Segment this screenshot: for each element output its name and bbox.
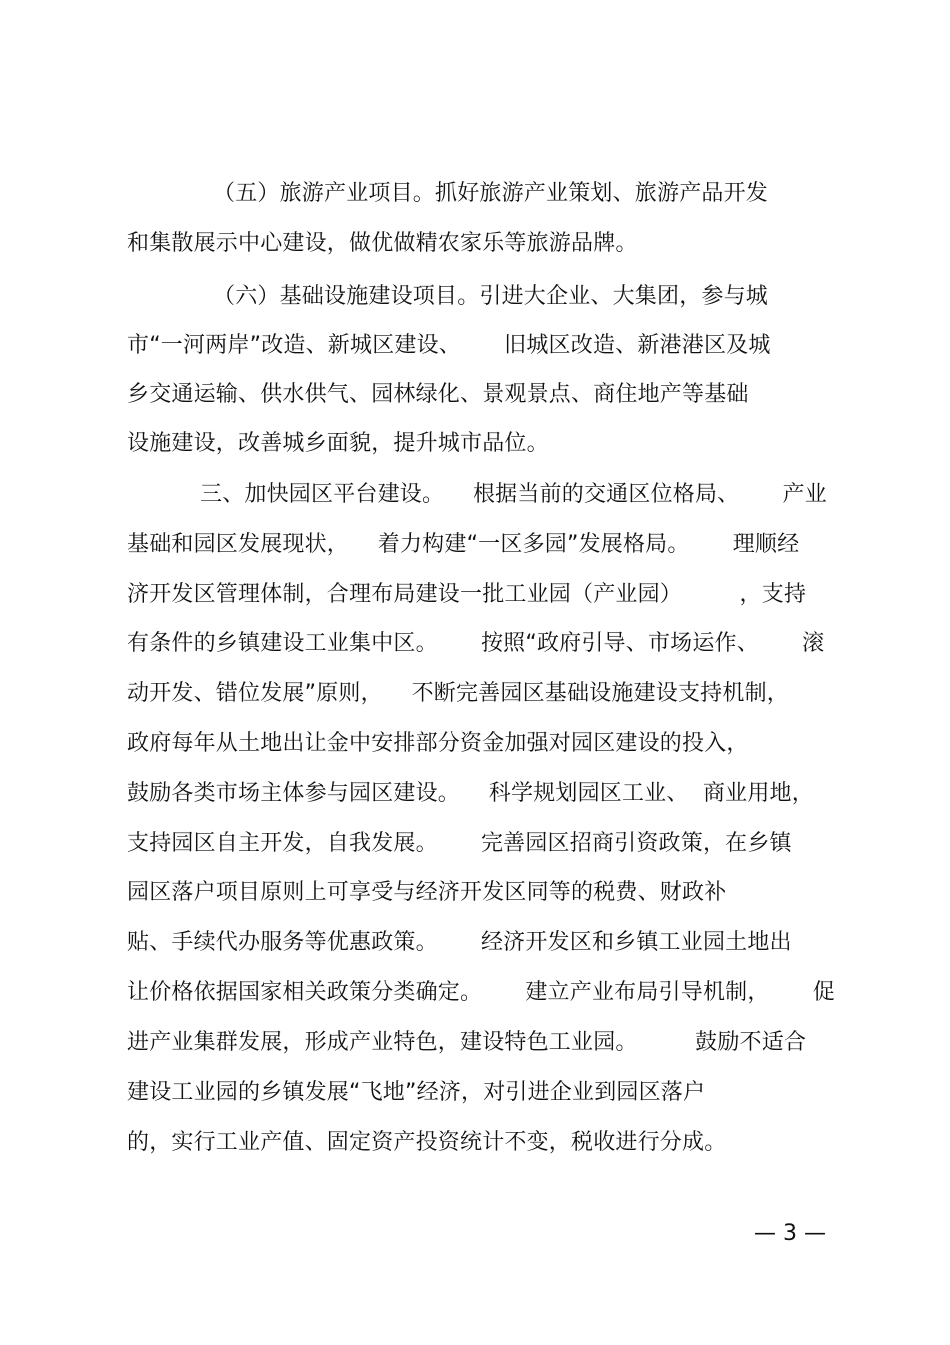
text-line: 贴、手续代办服务等优惠政策。 经济开发区和乡镇工业园土地出 — [127, 930, 792, 955]
text-line: 进产业集群发展，形成产业特色，建设特色工业园。 鼓励不适合 — [127, 1030, 807, 1055]
text-line: 有条件的乡镇建设工业集中区。 按照“政府引导、市场运作、 滚 — [127, 631, 825, 656]
text-line: 设施建设，改善城乡面貌，提升城市品位。 — [127, 431, 549, 456]
text-line: 建设工业园的乡镇发展“飞地”经济，对引进企业到园区落户 — [127, 1080, 706, 1105]
page-number: — 3 — — [754, 1221, 826, 1246]
text-line: 支持园区自主开发，自我发展。 完善园区招商引资政策，在乡镇 — [127, 831, 792, 856]
text-line: 乡交通运输、供水供气、园林绿化、景观景点、商住地产等基础 — [127, 382, 749, 407]
text-line: 市“一河两岸”改造、新城区建设、 旧城区改造、新港港区及城 — [127, 333, 771, 358]
text-line: 鼓励各类市场主体参与园区建设。 科学规划园区工业、 商业用地， — [127, 781, 814, 806]
text-line: 园区落户项目原则上可享受与经济开发区同等的税费、财政补 — [127, 880, 727, 905]
text-line: 动开发、错位发展”原则， 不断完善园区基础设施建设支持机制， — [127, 681, 789, 706]
text-line: 基础和园区发展现状， 着力构建“一区多园”发展格局。 理顺经 — [127, 532, 800, 557]
text-line: 和集散展示中心建设，做优做精农家乐等旅游品牌。 — [127, 231, 638, 256]
text-line: 政府每年从土地出让金中安排部分资金加强对园区建设的投入， — [127, 731, 749, 756]
text-line: （五）旅游产业项目。抓好旅游产业策划、旅游产品开发 — [213, 181, 769, 206]
text-line: 济开发区管理体制，合理布局建设一批工业园（产业园） ，支持 — [127, 582, 807, 607]
text-line: 的，实行工业产值、固定资产投资统计不变，税收进行分成。 — [127, 1130, 727, 1155]
text-line: （六）基础设施建设项目。引进大企业、大集团，参与城 — [213, 284, 769, 309]
text-line: 三、加快园区平台建设。 根据当前的交通区位格局、 产业 — [200, 482, 827, 507]
text-line: 让价格依据国家相关政策分类确定。 建立产业布局引导机制， 促 — [127, 980, 835, 1005]
